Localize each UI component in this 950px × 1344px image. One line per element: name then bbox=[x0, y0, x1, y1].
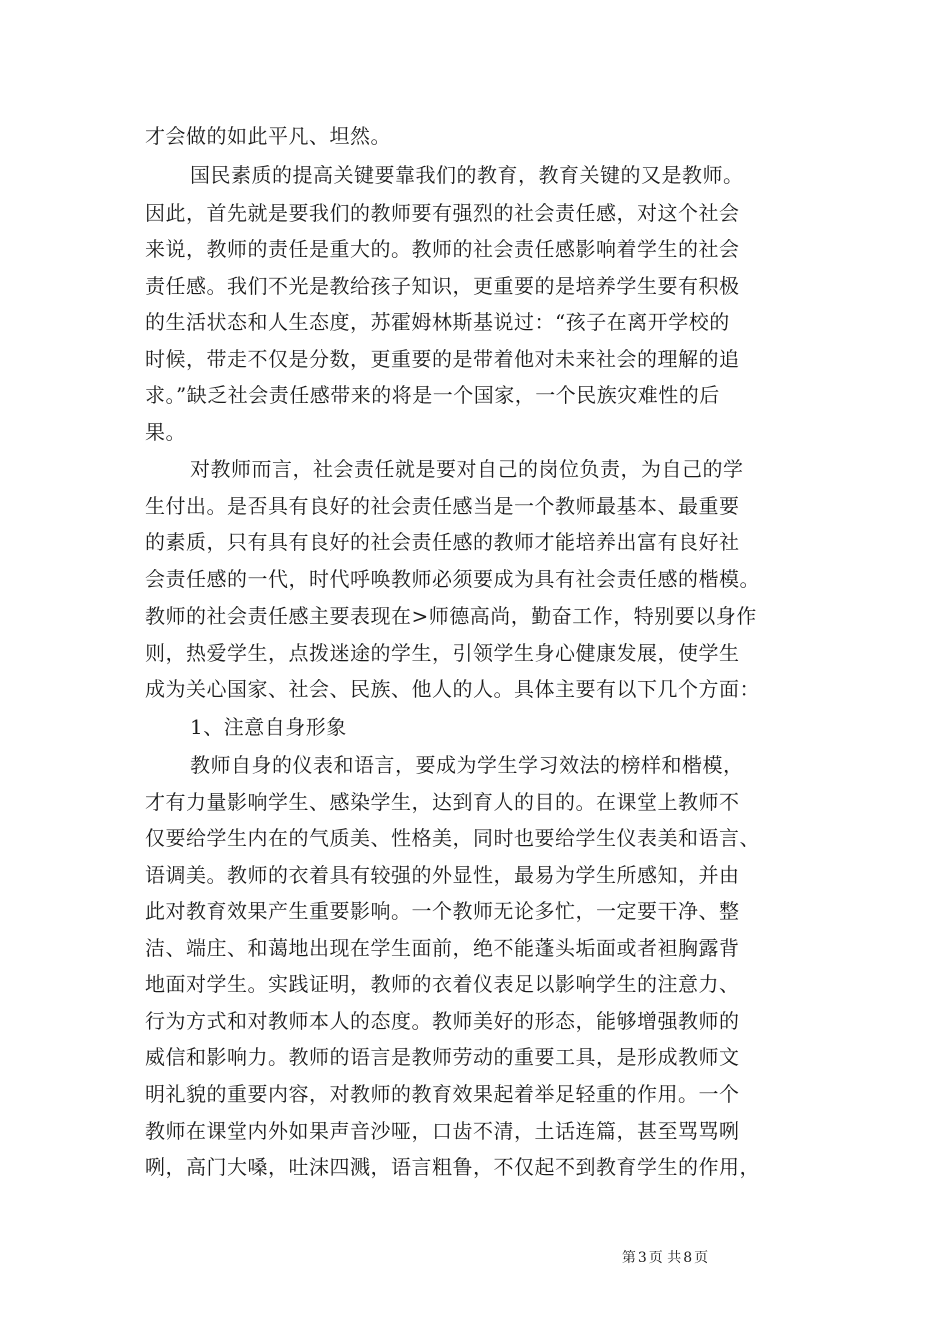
text-line: 因此，首先就是要我们的教师要有强烈的社会责任感，对这个社会 bbox=[145, 201, 740, 225]
text-line: 行为方式和对教师本人的态度。教师美好的形态，能够增强教师的 bbox=[145, 1009, 740, 1033]
text-line: 生付出。是否具有良好的社会责任感当是一个教师最基本、最重要 bbox=[145, 494, 740, 518]
text-line: 明礼貌的重要内容，对教师的教育效果起着举足轻重的作用。一个 bbox=[145, 1082, 740, 1106]
text-line: 才会做的如此平凡、坦然。 bbox=[145, 124, 391, 148]
text-line: 仅要给学生内在的气质美、性格美，同时也要给学生仪表美和语言、 bbox=[145, 826, 760, 850]
text-line: 的生活状态和人生态度，苏霍姆林斯基说过：“孩子在离开学校的 bbox=[145, 310, 730, 334]
page-footer bbox=[0, 1247, 950, 1267]
footer-middle: 页 共 bbox=[648, 1250, 682, 1266]
total-pages-number: 8 bbox=[683, 1250, 693, 1266]
text-line: 地面对学生。实践证明，教师的衣着仪表足以影响学生的注意力、 bbox=[145, 972, 740, 996]
text-line: 语调美。教师的衣着具有较强的外显性，最易为学生所感知，并由 bbox=[145, 863, 740, 887]
paragraph-start-line: 国民素质的提高关键要靠我们的教育，教育关键的又是教师。 bbox=[190, 163, 744, 187]
footer-suffix: 页 bbox=[694, 1250, 709, 1266]
paragraph-start-line: 对教师而言，社会责任就是要对自己的岗位负责，为自己的学 bbox=[190, 457, 744, 481]
text-line: 果。 bbox=[145, 420, 186, 444]
text-line: 此对教育效果产生重要影响。一个教师无论多忙，一定要干净、整 bbox=[145, 899, 740, 923]
text-line: 教师在课堂内外如果声音沙哑，口齿不清，土话连篇，甚至骂骂咧 bbox=[145, 1119, 740, 1143]
section-heading: 1、注意自身形象 bbox=[190, 715, 347, 739]
text-line: 成为关心国家、社会、民族、他人的人。具体主要有以下几个方面： bbox=[145, 677, 760, 701]
footer-prefix: 第 bbox=[621, 1250, 636, 1266]
current-page-number: 3 bbox=[637, 1250, 647, 1266]
text-line: 求。”缺乏社会责任感带来的将是一个国家，一个民族灾难性的后 bbox=[145, 383, 720, 407]
text-line: 的素质，只有具有良好的社会责任感的教师才能培养出富有良好社 bbox=[145, 530, 740, 554]
text-line: 咧，高门大嗓，吐沫四溅，语言粗鲁，不仅起不到教育学生的作用， bbox=[145, 1155, 760, 1179]
text-line: 责任感。我们不光是教给孩子知识，更重要的是培养学生要有积极 bbox=[145, 274, 740, 298]
text-line: 洁、端庄、和蔼地出现在学生面前，绝不能蓬头垢面或者袒胸露背 bbox=[145, 936, 740, 960]
text-line: 教师的社会责任感主要表现在>师德高尚，勤奋工作，特别要以身作 bbox=[145, 604, 757, 628]
text-line: 时候，带走不仅是分数，更重要的是带着他对未来社会的理解的追 bbox=[145, 347, 740, 371]
text-line: 则，热爱学生，点拨迷途的学生，引领学生身心健康发展，使学生 bbox=[145, 641, 740, 665]
text-line: 会责任感的一代，时代呼唤教师必须要成为具有社会责任感的楷模。 bbox=[145, 567, 760, 591]
text-line: 来说，教师的责任是重大的。教师的社会责任感影响着学生的社会 bbox=[145, 237, 740, 261]
text-line: 才有力量影响学生、感染学生，达到育人的目的。在课堂上教师不 bbox=[145, 790, 740, 814]
text-line: 威信和影响力。教师的语言是教师劳动的重要工具，是形成教师文 bbox=[145, 1045, 740, 1069]
paragraph-start-line: 教师自身的仪表和语言，要成为学生学习效法的榜样和楷模， bbox=[190, 753, 744, 777]
